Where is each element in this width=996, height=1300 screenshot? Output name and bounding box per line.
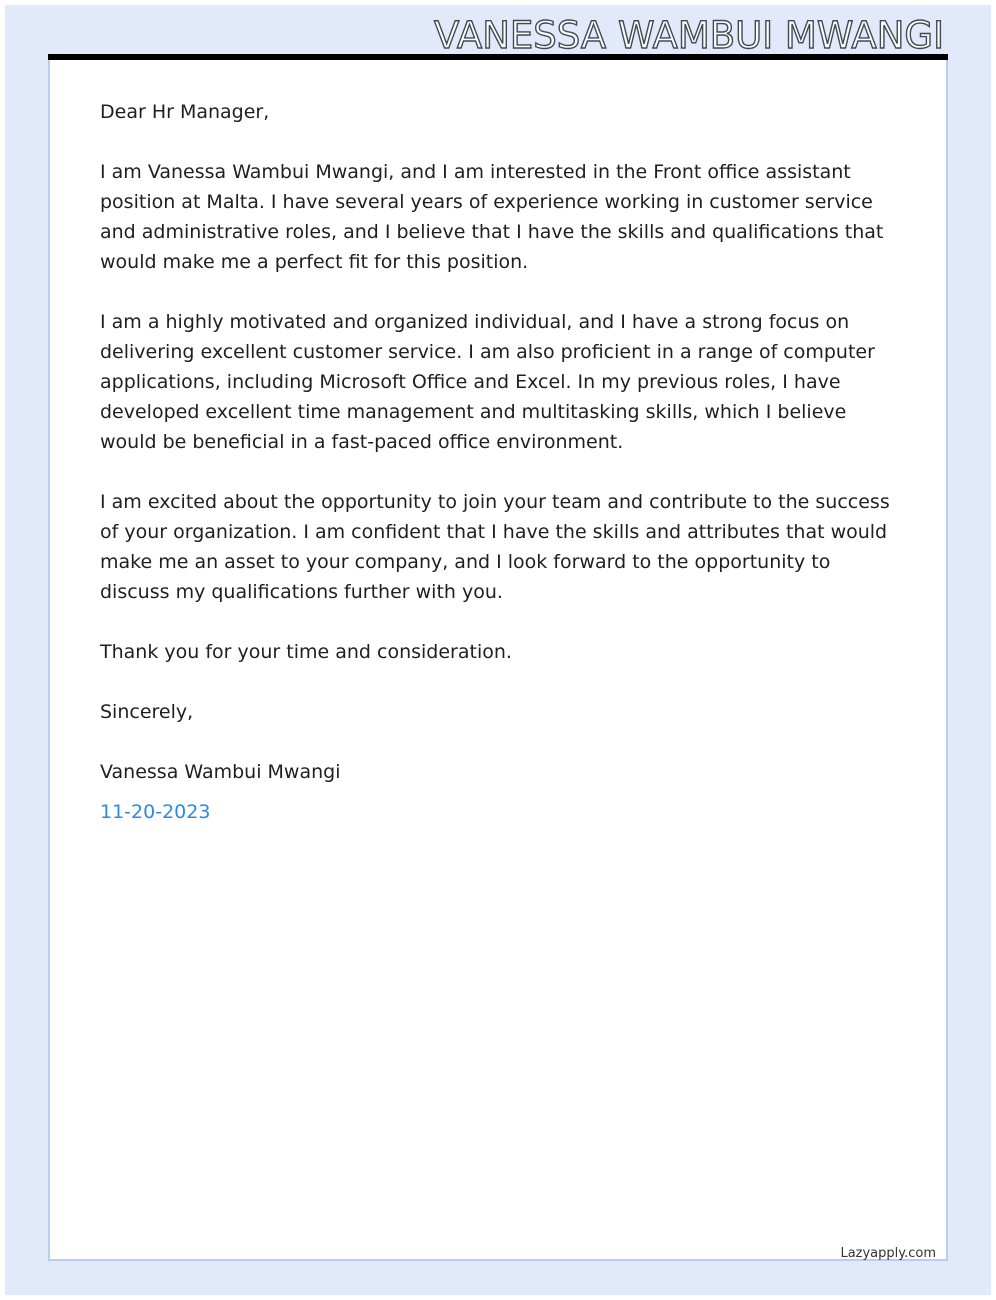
cover-letter-body (100, 97, 900, 857)
footer-brand: Lazyapply.com (840, 1246, 936, 1261)
closing: Sincerely, (100, 701, 194, 723)
applicant-name-header: VANESSA WAMBUI MWANGI (433, 14, 944, 57)
salutation: Dear Hr Manager, (100, 101, 270, 123)
signature-name: Vanessa Wambui Mwangi (100, 761, 341, 783)
paragraph-intro: I am Vanessa Wambui Mwangi, and I am interested in the Front office assistant position at Malta. I have several years of experience working in customer service and administrative roles, and I believe that I have the skills and qualifications that would make me a perfect fit for this position. (100, 161, 884, 273)
letter-date: 11-20-2023 (100, 801, 211, 823)
paragraph-skills: I am a highly motivated and organized individual, and I have a strong focus on delivering excellent customer service. I am also proficient in a range of computer applications, including Microsoft Office and Excel. In my previous roles, I have developed excellent time management and multitasking skills, which I believe would be beneficial in a fast-paced office environment. (100, 311, 875, 453)
paragraph-motivation: I am excited about the opportunity to join your team and contribute to the success of your organization. I am confident that I have the skills and attributes that would make me an asset to your company, and I look forward to the opportunity to discuss my qualifications further with you. (100, 491, 890, 603)
paragraph-thanks: Thank you for your time and consideration. (100, 641, 512, 663)
